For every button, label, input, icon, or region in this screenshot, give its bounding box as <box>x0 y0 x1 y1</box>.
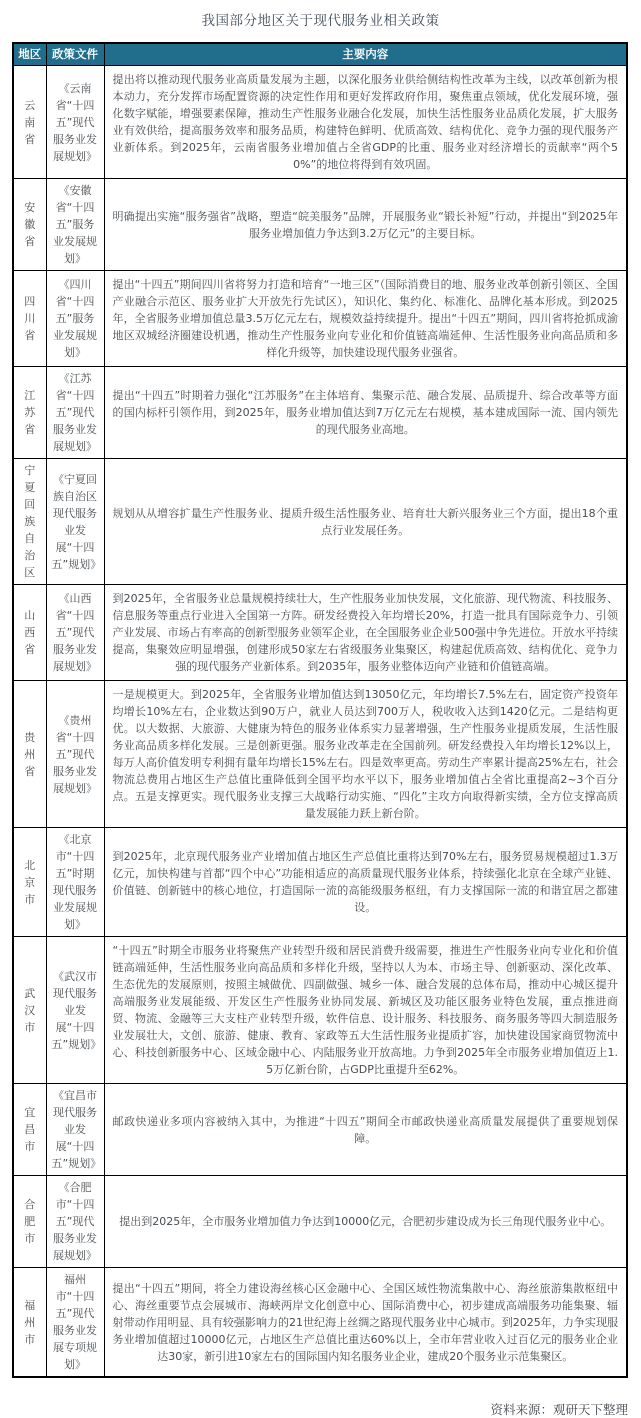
content-cell: “十四五”时期全市服务业将聚焦产业转型升级和居民消费升级需要，推进生产性服务业向专业化和价值链高端延伸，生活性服务业向高品质和多样化升级，坚持以人为本、市场主导、创新驱动、深化改革、生态优先的发展原则，按照主城做优、四副做强、城乡一体、融合发展的总体布局，推动中心城区提升高端服务业发展能级、开发区生产性服务业协同发展、新城区及功能区服务业特色发展，重点推进商贸、物流、金融等三大支柱产业转型升级，软件信息、设计服务、科技服务、商务服务等四大制造服务业发展壮大，文创、旅游、健康、教育、家政等五大生活性服务业提质扩容，加快建设国家商贸物流中心、科技创新服务中心、区域金融中心、内陆服务业开放高地。力争到2025年全市服务业增加值迈上1.5万亿新台阶，占GDP比重提升至62%。 <box>104 937 627 1084</box>
table-row <box>13 271 627 367</box>
content-cell: 提出“十四五”期间四川省将努力打造和培育“一地三区”（国际消费目的地、服务业改革创新引领区、全国产业融合示范区、服务业扩大开放先行先试区），知识化、集约化、标准化、品牌化基本形成。到2025年，全省服务业增加值总量3.5万亿元左右，规模效益持续提升。提出“十四五”期间，四川省将抢抓成渝地区双城经济圈建设机遇，推动生产性服务业向专业化和价值链高端延伸、生活性服务业向高品质和多样化升级等，加快建设现代服务业强省。 <box>104 271 627 367</box>
table-row <box>13 1176 627 1268</box>
region-cell: 宁夏回族自治区 <box>13 459 46 585</box>
region-cell: 贵州省 <box>13 681 46 828</box>
source-note: 资料来源：观研天下整理 <box>490 1402 628 1417</box>
policy-cell: 《安徽省“十四五”服务业发展规划》 <box>46 179 104 271</box>
region-cell: 四川省 <box>13 271 46 367</box>
policy-cell: 《合肥市“十四五”现代服务业发展规划》 <box>46 1176 104 1268</box>
policy-cell: 《山西省“十四五”现代服务业发展规划》 <box>46 585 104 681</box>
content-cell: 提出“十四五”时期着力强化“江苏服务”在主体培育、集聚示范、融合发展、品质提升、综合改革等方面的国内标杆引领作用，到2025年，服务业增加值达到7万亿元左右规模，基本建成国际一流、国内领先的现代服务业高地。 <box>104 367 627 459</box>
region-cell: 合肥市 <box>13 1176 46 1268</box>
content-cell: 到2025年，全省服务业总量规模持续壮大，生产性服务业加快发展，文化旅游、现代物流、科技服务、信息服务等重点行业进入全国第一方阵。研发经费投入年均增长20%，打造一批具有国际竞争力、引领产业发展、市场占有率高的创新型服务业领军企业，在全国服务业企业500强中争先进位。开放水平持续提高，集聚效应明显增强，创建形成50家左右省级服务业集聚区，构建起优质高效、结构优化、竞争力强的现代服务产业新体系。到2035年，服务业整体迈向产业链和价值链高端。 <box>104 585 627 681</box>
table-row <box>13 1084 627 1176</box>
policy-cell: 《宜昌市现代服务业发展“十四五”规划》 <box>46 1084 104 1176</box>
table-row <box>13 937 627 1084</box>
table-body <box>13 66 627 1378</box>
policy-cell: 《云南省“十四五”现代服务业发展规划》 <box>46 66 104 179</box>
table-row <box>13 66 627 179</box>
page-title: 我国部分地区关于现代服务业相关政策 <box>201 13 440 29</box>
region-cell: 山西省 <box>13 585 46 681</box>
policy-table <box>12 42 628 1378</box>
table-row <box>13 1268 627 1378</box>
content-cell: 邮政快递业多项内容被纳入其中，为推进“十四五”期间全市邮政快递业高质量发展提供了重要规划保障。 <box>104 1084 627 1176</box>
region-cell: 福州市 <box>13 1268 46 1378</box>
region-cell: 北京市 <box>13 828 46 937</box>
region-cell: 云南省 <box>13 66 46 179</box>
table-row <box>13 367 627 459</box>
region-cell: 宜昌市 <box>13 1084 46 1176</box>
content-cell: 到2025年，北京现代服务业产业增加值占地区生产总值比重将达到70%左右，服务贸易规模超过1.3万亿元，加快构建与首都“四个中心”功能相适应的高质量现代服务业体系，持续强化北京在全球产业链、价值链、创新链中的核心地位，打造国际一流的高能级服务枢纽，有力支撑国际一流的和谐宜居之都建设。 <box>104 828 627 937</box>
content-cell: 规划从从增容扩量生产性服务业、提质升级生活性服务业、培育壮大新兴服务业三个方面，提出18个重点行业发展任务。 <box>104 459 627 585</box>
header-row <box>13 43 627 66</box>
policy-cell: 《江苏省“十四五”现代服务业发展规划》 <box>46 367 104 459</box>
policy-cell: 福州市“十四五”现代服务业发展专项规划》 <box>46 1268 104 1378</box>
policy-cell: 《宁夏回族自治区现代服务业发展“十四五”规划》 <box>46 459 104 585</box>
table-row <box>13 828 627 937</box>
table-header <box>13 43 627 66</box>
col-header-policy: 政策文件 <box>46 43 104 66</box>
policy-cell: 《四川省“十四五”服务业发展规划》 <box>46 271 104 367</box>
policy-cell: 《武汉市现代服务业发展“十四五”规划》 <box>46 937 104 1084</box>
col-header-region: 地区 <box>13 43 46 66</box>
content-cell: 明确提出实施“服务强省”战略，塑造“皖美服务”品牌，开展服务业“锻长补短”行动，并提出“到2025年服务业增加值力争达到3.2万亿元”的主要目标。 <box>104 179 627 271</box>
policy-cell: 《北京市“十四五”时期现代服务业发展规划》 <box>46 828 104 937</box>
col-header-content: 主要内容 <box>104 43 627 66</box>
table-row <box>13 681 627 828</box>
content-cell: 提出“十四五”期间，将全力建设海丝核心区金融中心、全国区域性物流集散中心、海丝旅游集散枢纽中心、海丝重要节点会展城市、海峡两岸文化创意中心、国际消费中心，初步建成高端服务功能集聚、辐射带动作用明显、具有较强影响力的21世纪海上丝绸之路现代服务业中心城市。到2025年，力争实现服务业增加值超过10000亿元，占地区生产总值比重达60%以上，全市年营业收入过百亿元的服务业企业达30家，新引进10家左右的国际国内知名服务业企业，建成20个服务业示范集聚区。 <box>104 1268 627 1378</box>
region-cell: 武汉市 <box>13 937 46 1084</box>
region-cell: 江苏省 <box>13 367 46 459</box>
content-cell: 提出将以推动现代服务业高质量发展为主题，以深化服务业供给侧结构性改革为主线，以改革创新为根本动力，充分发挥市场配置资源的决定性作用和更好发挥政府作用，聚焦重点领域，优化发展环境，强化数字赋能，增强要素保障，推动生产性服务业融合化发展，加快生活性服务业品质化发展，扩大服务业有效供给，提高服务效率和服务品质，构建特色鲜明、优质高效、结构优化、竞争力强的现代服务产业新体系。到2025年，云南省服务业增加值占全省GDP的比重、服务业对经济增长的贡献率“两个50%”的地位将得到有效巩固。 <box>104 66 627 179</box>
table-row <box>13 459 627 585</box>
content-cell: 一是规模更大。到2025年，全省服务业增加值达到13050亿元，年均增长7.5%左右，固定资产投资年均增长10%左右，企业数达到90万户，就业人员达到700万人，税收收入达到1420亿元。二是结构更优。以大数据、大旅游、大健康为特色的服务业体系实力显著增强，生产性服务业提质发展，生活性服务业高品质多样化发展。三是创新更强。服务业改革走在全国前列。研发经费投入年均增长12%以上，每万人高价值发明专利拥有量年均增长15%左右。四是效率更高。劳动生产率累计提高25%左右，社会物流总费用占地区生产总值比重降低到全国平均水平以下，服务业增加值占全省比重提高2~3个百分点。五是支撑更实。现代服务业支撑三大战略行动实施、“四化”主攻方向取得新实绩，全方位支撑高质量发展能力跃上新台阶。 <box>104 681 627 828</box>
policy-cell: 《贵州省“十四五”现代服务业发展规划》 <box>46 681 104 828</box>
table-row <box>13 585 627 681</box>
content-cell: 提出到2025年，全市服务业增加值力争达到10000亿元，合肥初步建设成为长三角现代服务业中心。 <box>104 1176 627 1268</box>
region-cell: 安徽省 <box>13 179 46 271</box>
table-row <box>13 179 627 271</box>
